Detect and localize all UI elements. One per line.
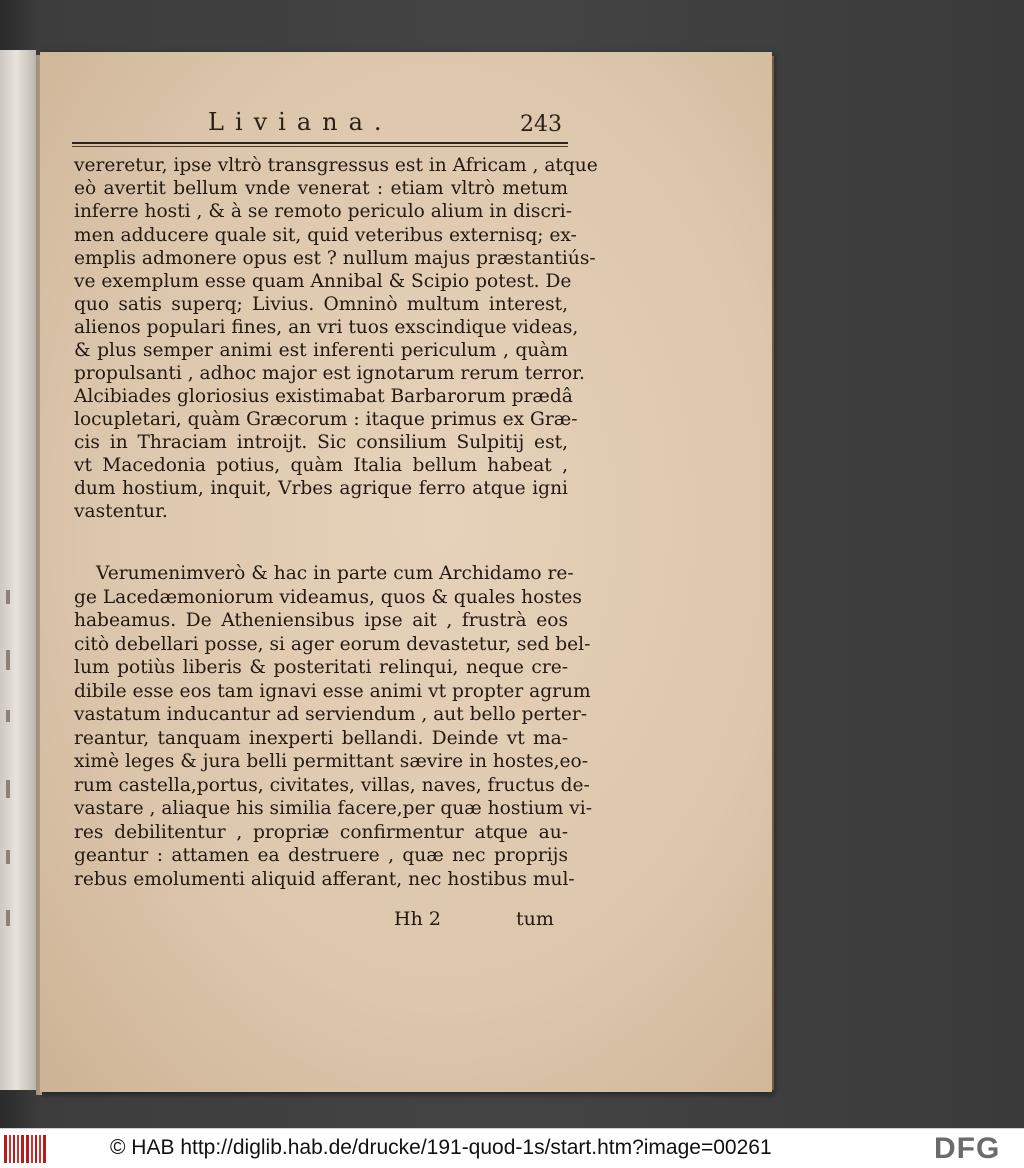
signature-mark: Hh 2	[394, 908, 441, 930]
text-line: eò avertit bellum vnde venerat : etiam vltrò metum	[74, 178, 568, 199]
text-line: habeamus. De Atheniensibus ipse ait , frustrà eos	[74, 610, 568, 631]
text-line: alienos populari fines, an vri tuos exscindique videas,	[74, 317, 579, 338]
text-line: inferre hosti , & à se remoto periculo alium in discri-	[74, 201, 573, 222]
text-line: ximè leges & jura belli permittant sævire in hostes,eo-	[74, 751, 589, 772]
text-line: Verumenimverò & hac in parte cum Archidamo re-	[96, 563, 574, 584]
text-line: dum hostium, inquit, Vrbes agrique ferro atque igni	[74, 478, 568, 499]
text-line: vastentur.	[74, 501, 168, 522]
text-line: vastare , aliaque his similia facere,per quæ hostium vi-	[74, 798, 593, 819]
edge-mark	[6, 780, 10, 798]
header-rule-thin	[72, 146, 568, 147]
text-line: vereretur, ipse vltrò transgressus est in Africam , atque	[74, 155, 598, 176]
footer-bar	[0, 1128, 1024, 1168]
text-line: quo satis superq; Livius. Omninò multum interest,	[74, 294, 568, 315]
text-line: lum potiùs liberis & posteritati relinqui, neque cre-	[74, 657, 568, 678]
text-line: men adducere quale sit, quid veteribus externisq; ex-	[74, 225, 577, 246]
edge-mark	[6, 710, 10, 722]
edge-mark	[6, 650, 10, 670]
text-line: emplis admonere opus est ? nullum majus præstantiús-	[74, 248, 596, 269]
dfg-logo: DFG	[934, 1132, 1001, 1165]
text-line: ve exemplum esse quam Annibal & Scipio potest. De	[74, 271, 572, 292]
edge-mark	[6, 590, 10, 604]
text-line: locupletari, quàm Græcorum : itaque primus ex Græ-	[74, 409, 578, 430]
text-line: & plus semper animi est inferenti periculum , quàm	[74, 340, 568, 361]
header-rule	[72, 142, 568, 144]
text-line: res debilitentur , propriæ confirmentur atque au-	[74, 822, 568, 843]
text-line: dibile esse eos tam ignavi esse animi vt propter agrum	[74, 681, 591, 702]
text-line: vt Macedonia potius, quàm Italia bellum habeat ,	[74, 455, 568, 476]
text-line: geantur : attamen ea destruere , quæ nec proprijs	[74, 845, 568, 866]
edge-mark	[6, 910, 10, 926]
hab-barcode-logo-icon	[4, 1135, 46, 1163]
text-line: citò debellari posse, si ager eorum devastetur, sed bel-	[74, 634, 591, 655]
text-line: rebus emolumenti aliquid afferant, nec hostibus mul-	[74, 869, 575, 890]
catchword: tum	[516, 908, 554, 930]
text-line: ge Lacedæmoniorum videamus, quos & quales hostes	[74, 587, 582, 608]
text-line: Alcibiades gloriosius existimabat Barbarorum prædâ	[74, 386, 573, 407]
text-line: reantur, tanquam inexperti bellandi. Deinde vt ma-	[74, 728, 568, 749]
left-page-edge	[0, 50, 36, 1090]
running-head: Liviana.	[208, 108, 393, 136]
page-number: 243	[520, 112, 562, 137]
text-line: cis in Thraciam introijt. Sic consilium Sulpitij est,	[74, 432, 568, 453]
copyright-url-link[interactable]: © HAB http://diglib.hab.de/drucke/191-quod-1s/start.htm?image=00261	[110, 1136, 772, 1159]
text-line: rum castella,portus, civitates, villas, naves, fructus de-	[74, 775, 590, 796]
text-line: propulsanti , adhoc major est ignotarum rerum terror.	[74, 363, 585, 384]
edge-mark	[6, 850, 10, 864]
text-line: vastatum inducantur ad serviendum , aut bello perter-	[74, 704, 587, 725]
